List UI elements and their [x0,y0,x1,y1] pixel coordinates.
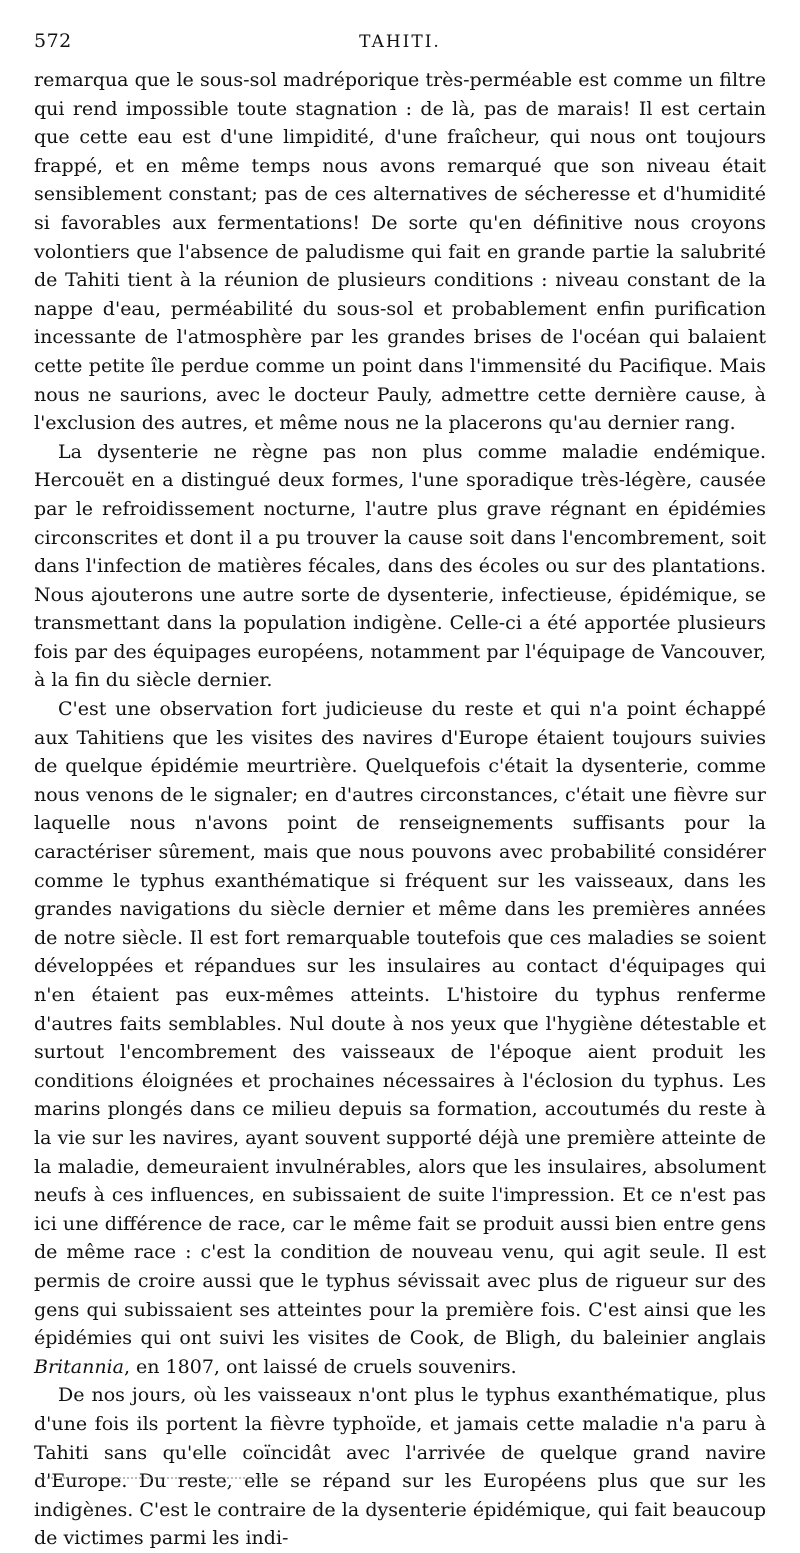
paragraph-3-text-after: , en 1807, ont laissé de cruels souvenirs. [123,1355,517,1378]
ship-name-italic: Britannia [34,1355,124,1378]
body-text [34,66,766,1553]
scan-artifact [36,1474,276,1479]
book-page [34,30,766,1553]
paragraph-4: De nos jours, où les vaisseaux n'ont plus le typhus exanthématique, plus d'une fois ils portent la fièvre typhoïde, et jamais cette maladie n'a paru à Tahiti sans qu'elle coïncidât avec l'arrivée de quelque grand navire d'Europe. Du reste, elle se répand sur les Européens plus que sur les indigènes. C'est le contraire de la dysenterie épidémique, qui fait beaucoup de victimes parmi les indi- [34,1384,766,1550]
page-header [34,30,766,66]
paragraph-2: La dysenterie ne règne pas non plus comme maladie endémique. Hercouët en a distingué deux formes, l'une sporadique très-légère, causée par le refroidissement nocturne, l'autre plus grave régnant en épidémies circonscrites et dont il a pu trouver la cause soit dans l'encombrement, soit dans l'infection de matières fécales, dans des écoles ou sur des plantations. Nous ajouterons une autre sorte de dysenterie, infectieuse, épidémique, se transmettant dans la population indigène. Celle-ci a été apportée plusieurs fois par des équipages européens, notamment par l'équipage de Vancouver, à la fin du siècle dernier. [34,440,766,692]
paragraph-3 [34,695,766,1381]
running-title: TAHITI. [359,32,441,52]
paragraph-3-text: C'est une observation fort judicieuse du reste et qui n'a point échappé aux Tahitiens que les visites des navires d'Europe étaient toujours suivies de quelque épidémie meurtrière. Quelquefois c'était la dysenterie, comme nous venons de le signaler; en d'autres circonstances, c'était une fièvre sur laquelle nous n'avons point de renseignements suffisants pour la caractériser sûrement, mais que nous pouvons avec probabilité considérer comme le typhus exanthématique si fréquent sur les vaisseaux, dans les grandes navigations du siècle dernier et même dans les premières années de notre siècle. Il est fort remarquable toutefois que ces maladies se soient développées et répandues sur les insulaires au contact d'équipages qui n'en étaient pas eux-mêmes atteints. L'histoire du typhus renferme d'autres faits semblables. Nul doute à nos yeux que l'hygiène détestable et surtout l'encombrement des vaisseaux de l'époque aient produit les conditions éloignées et prochaines nécessaires à l'éclosion du typhus. Les marins plongés dans ce milieu depuis sa formation, accoutumés du reste à la vie sur les navires, ayant souvent supporté déjà une première atteinte de la maladie, demeuraient invulnérables, alors que les insulaires, absolument neufs à ces influences, en subissaient de suite l'impression. Et ce n'est pas ici une différence de race, car le même fait se produit aussi bien entre gens de même race : c'est la condition de nouveau venu, qui agit seule. Il est permis de croire aussi que le typhus sévissait avec plus de rigueur sur des gens qui subissaient ses atteintes pour la première fois. C'est ainsi que les épidémies qui ont suivi les visites de Cook, de Bligh, du baleinier anglais [34,698,766,1350]
page-number: 572 [34,30,72,52]
paragraph-1: remarqua que le sous-sol madréporique très-perméable est comme un filtre qui rend impossible toute stagnation : de là, pas de marais! Il est certain que cette eau est d'une limpidité, d'une fraîcheur, qui nous ont toujours frappé, et en même temps nous avons remarqué que son niveau était sensiblement constant; pas de ces alternatives de sécheresse et d'humidité si favorables aux fermentations! De sorte qu'en définitive nous croyons volontiers que l'absence de paludisme qui fait en grande partie la salubrité de Tahiti tient à la réunion de plusieurs conditions : niveau constant de la nappe d'eau, perméabilité du sous-sol et probablement enfin purification incessante de l'atmosphère par les grandes brises de l'océan qui balaient cette petite île perdue comme un point dans l'immensité du Pacifique. Mais nous ne saurions, avec le docteur Pauly, admettre cette dernière cause, à l'exclusion des autres, et même nous ne la placerons qu'au dernier rang. [34,69,766,435]
